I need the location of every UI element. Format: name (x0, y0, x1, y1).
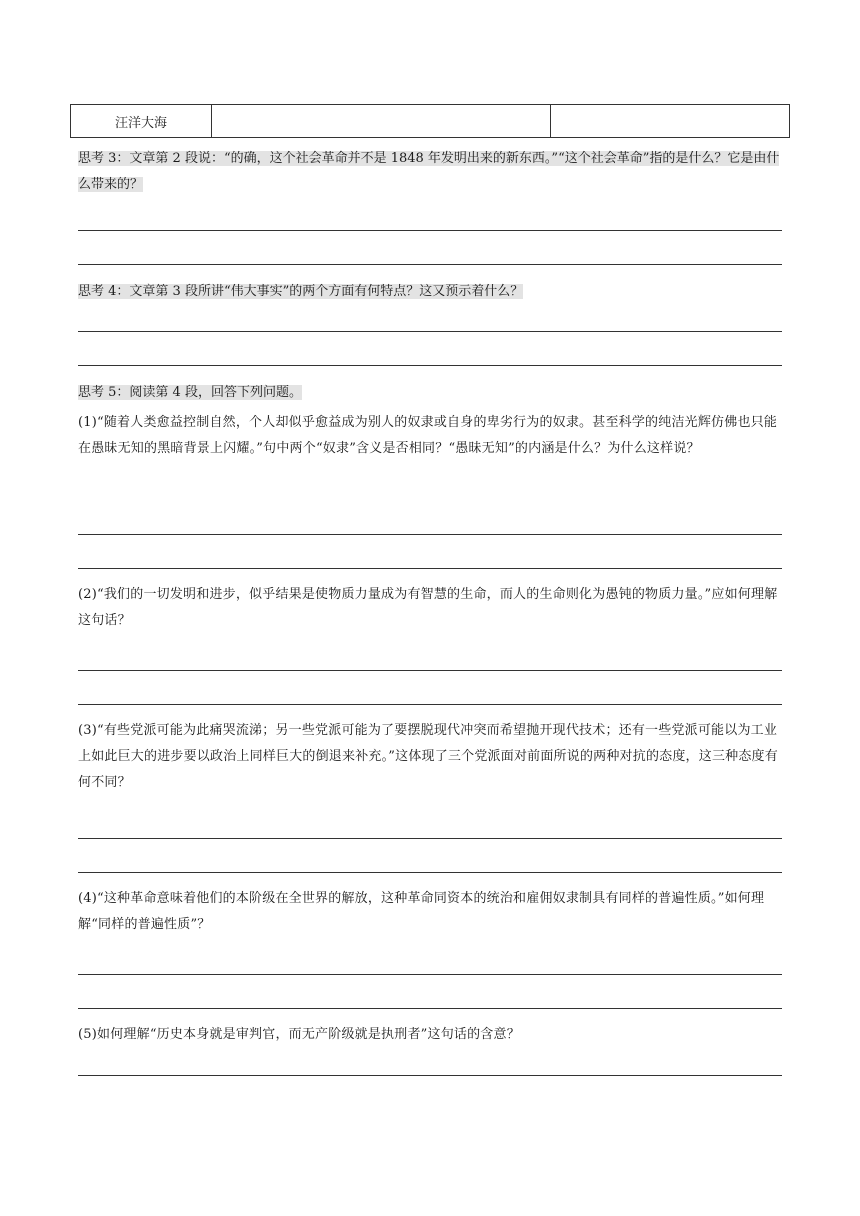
answer-line[interactable] (78, 534, 782, 535)
answer-line[interactable] (78, 365, 782, 366)
question-5-5: (5)如何理解“历史本身就是审判官，而无产阶级就是执刑者”这句话的含意？ (78, 1027, 520, 1042)
answer-line[interactable] (78, 331, 782, 332)
answer-line[interactable] (78, 568, 782, 569)
question-5-1: (1)“随着人类愈益控制自然，个人却似乎愈益成为别人的奴隶或自身的卑劣行为的奴隶。甚至科学的纯洁光辉仿佛也只能在愚昧无知的黑暗背景上闪耀。”句中两个“奴隶”含义是否相同？“愚昧无知”的内涵是什么？为什么这样说？ (78, 415, 778, 456)
answer-line[interactable] (78, 670, 782, 671)
question-3-text: 思考 3：文章第 2 段说：“的确，这个社会革命并不是 1848 年发明出来的新东西。”“这个社会革命”指的是什么？它是由什么带来的？ (78, 151, 780, 192)
question-5 (78, 380, 784, 406)
question-5-4: (4)“这种革命意味着他们的本阶级在全世界的解放，这种革命同资本的统治和雇佣奴隶制具有同样的普遍性质。”如何理解“同样的普遍性质”？ (78, 891, 765, 932)
answer-line[interactable] (78, 230, 782, 231)
answer-line[interactable] (78, 872, 782, 873)
question-5-2: (2)“我们的一切发明和进步，似乎结果是使物质力量成为有智慧的生命，而人的生命则化为愚钝的物质力量。”应如何理解这句话？ (78, 587, 778, 628)
answer-line[interactable] (78, 704, 782, 705)
answer-line[interactable] (78, 264, 782, 265)
table-row (71, 105, 790, 138)
question-5-3: (3)“有些党派可能为此痛哭流涕；另一些党派可能为了要摆脱现代冲突而希望抛开现代技术；还有一些党派可能以为工业上如此巨大的进步要以政治上同样巨大的倒退来补充。”这体现了三个党派面对前面所说的两种对抗的态度，这三种态度有何不同？ (78, 723, 778, 790)
answer-line[interactable] (78, 1075, 782, 1076)
answer-cell[interactable] (551, 105, 790, 138)
answer-line[interactable] (78, 1008, 782, 1009)
question-4 (78, 279, 784, 305)
question-3 (78, 146, 784, 198)
answer-line[interactable] (78, 974, 782, 975)
question-4-text: 思考 4：文章第 3 段所讲“伟大事实”的两个方面有何特点？这又预示着什么？ (78, 284, 524, 299)
answer-cell[interactable] (212, 105, 551, 138)
answer-table (70, 104, 790, 138)
question-5-text: 思考 5：阅读第 4 段，回答下列问题。 (78, 385, 302, 400)
answer-line[interactable] (78, 838, 782, 839)
table-row-label: 汪洋大海 (71, 105, 212, 138)
